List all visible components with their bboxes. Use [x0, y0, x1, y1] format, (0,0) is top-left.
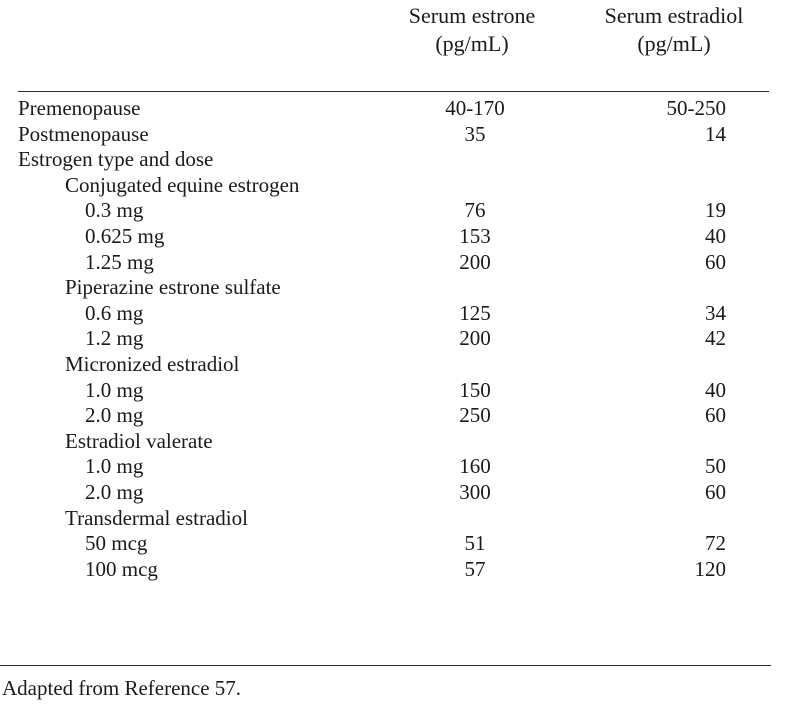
serum-estrone-value: 51 — [464, 531, 486, 556]
serum-estrone-value: 160 — [459, 454, 491, 479]
row-label: Conjugated equine estrogen — [65, 172, 300, 197]
serum-estrone-value: 35 — [464, 121, 486, 146]
table-row — [0, 326, 786, 352]
serum-estrone-value: 150 — [459, 377, 491, 402]
table-row — [0, 531, 786, 557]
serum-estradiol-value: 50-250 — [666, 96, 726, 120]
column-header-serum-estrone — [392, 2, 552, 58]
row-label: 2.0 mg — [85, 403, 144, 428]
row-label: Postmenopause — [18, 121, 149, 146]
serum-estrone-value: 250 — [459, 403, 491, 428]
serum-estradiol-value: 14 — [705, 121, 726, 146]
row-label: 1.25 mg — [85, 249, 154, 274]
serum-estrone-value: 76 — [464, 198, 486, 223]
serum-estradiol-value: 50 — [705, 454, 726, 479]
row-label: 0.625 mg — [85, 223, 165, 248]
serum-estrone-value: 57 — [464, 556, 486, 581]
table-row — [0, 122, 786, 148]
table-row — [0, 352, 786, 378]
row-label: 1.0 mg — [85, 454, 144, 479]
row-label: Estrogen type and dose — [18, 147, 214, 172]
serum-estrone-value: 200 — [459, 249, 491, 274]
table-row — [0, 147, 786, 173]
table-row — [0, 429, 786, 455]
serum-estradiol-value: 72 — [705, 531, 726, 556]
table-row — [0, 378, 786, 404]
row-label: 1.2 mg — [85, 326, 144, 351]
serum-estradiol-value: 120 — [694, 556, 726, 581]
row-label: 0.6 mg — [85, 300, 144, 325]
column-header-unit: (pg/mL) — [637, 31, 711, 56]
serum-estradiol-value: 42 — [705, 326, 726, 351]
serum-estradiol-value: 34 — [705, 300, 726, 325]
serum-estradiol-value: 40 — [705, 377, 726, 402]
table-row — [0, 480, 786, 506]
footer-divider — [0, 665, 771, 666]
serum-estrone-value: 40-170 — [445, 96, 505, 120]
serum-estrone-value: 200 — [459, 326, 491, 351]
serum-estradiol-value: 60 — [705, 403, 726, 428]
serum-estrone-value: 300 — [459, 479, 491, 504]
table-row — [0, 96, 786, 122]
table-row — [0, 224, 786, 250]
row-label: Micronized estradiol — [65, 351, 240, 376]
serum-estrone-value: 125 — [459, 300, 491, 325]
row-label: Transdermal estradiol — [65, 505, 248, 530]
row-label: Estradiol valerate — [65, 428, 213, 453]
row-label: 100 mcg — [85, 556, 158, 581]
column-header-line: Serum estradiol — [604, 3, 744, 28]
row-label: 2.0 mg — [85, 479, 144, 504]
table-row — [0, 454, 786, 480]
serum-estrone-value: 153 — [459, 223, 491, 248]
table-row — [0, 173, 786, 199]
serum-estradiol-value: 60 — [705, 249, 726, 274]
table-row — [0, 506, 786, 532]
table-body — [0, 96, 786, 582]
column-header-line: Serum estrone — [408, 3, 536, 28]
serum-estradiol-value: 40 — [705, 223, 726, 248]
table-row — [0, 250, 786, 276]
serum-estradiol-value: 19 — [705, 198, 726, 223]
column-header-unit: (pg/mL) — [435, 31, 509, 56]
serum-estradiol-value: 60 — [705, 479, 726, 504]
table-row — [0, 557, 786, 583]
table-row — [0, 301, 786, 327]
column-header-serum-estradiol — [584, 2, 764, 58]
row-label: Piperazine estrone sulfate — [65, 275, 281, 300]
table-row — [0, 198, 786, 224]
table-row — [0, 403, 786, 429]
row-label: 0.3 mg — [85, 198, 144, 223]
table-footnote: Adapted from Reference 57. — [2, 676, 242, 700]
row-label: Premenopause — [18, 96, 141, 120]
header-divider — [18, 91, 769, 92]
row-label: 1.0 mg — [85, 377, 144, 402]
table-row — [0, 275, 786, 301]
row-label: 50 mcg — [85, 531, 148, 556]
